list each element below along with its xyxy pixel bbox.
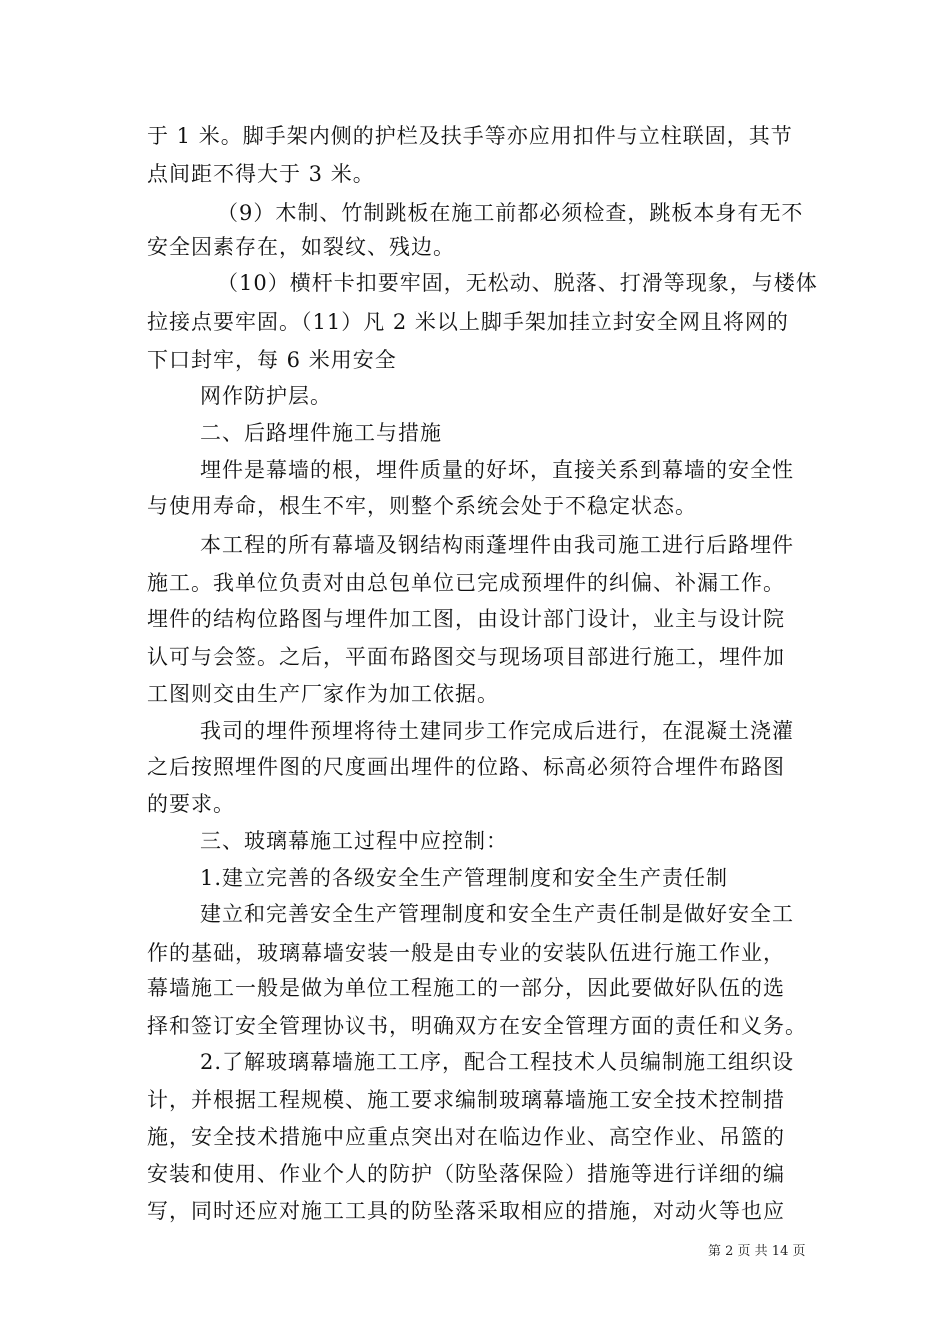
section-heading: 二、后路埋件施工与措施: [200, 421, 442, 445]
text-line: 本工程的所有幕墙及钢结构雨蓬埋件由我司施工进行后路埋件: [200, 533, 794, 557]
text-line: 施，安全技术措施中应重点突出对在临边作业、高空作业、吊篮的: [147, 1125, 785, 1149]
text-line: 拉接点要牢固。（11）凡 2 米以上脚手架加挂立封安全网且将网的: [147, 310, 789, 334]
text-line: 网作防护层。: [200, 384, 332, 408]
text-line: 于 1 米。脚手架内侧的护栏及扶手等亦应用扣件与立柱联固，其节: [147, 124, 793, 148]
text-line: 的要求。: [147, 792, 235, 816]
text-line: 安全因素存在，如裂纹、残边。: [147, 235, 455, 259]
text-line: 作的基础，玻璃幕墙安装一般是由专业的安装队伍进行施工作业，: [147, 941, 785, 965]
text-line: （10）横杆卡扣要牢固，无松动、脱落、打滑等现象，与楼体: [217, 271, 818, 295]
text-line: 与使用寿命，根生不牢，则整个系统会处于不稳定状态。: [147, 494, 697, 518]
subsection-heading: 2.了解玻璃幕墙施工工序，配合工程技术人员编制施工组织设: [200, 1050, 795, 1074]
text-line: 幕墙施工一般是做为单位工程施工的一部分，因此要做好队伍的选: [147, 976, 785, 1000]
text-line: 认可与会签。之后，平面布路图交与现场项目部进行施工，埋件加: [147, 645, 785, 669]
text-line: 埋件是幕墙的根，埋件质量的好坏，直接关系到幕墙的安全性: [200, 458, 794, 482]
text-line: 埋件的结构位路图与埋件加工图，由设计部门设计，业主与设计院: [147, 607, 785, 631]
text-line: 工图则交由生产厂家作为加工依据。: [147, 682, 499, 706]
text-line: 下口封牢，每 6 米用安全: [147, 348, 397, 372]
text-line: 建立和完善安全生产管理制度和安全生产责任制是做好安全工: [200, 902, 794, 926]
text-line: 计，并根据工程规模、施工要求编制玻璃幕墙施工安全技术控制措: [147, 1088, 785, 1112]
subsection-heading: 1.建立完善的各级安全生产管理制度和安全生产责任制: [200, 866, 729, 890]
text-line: 择和签订安全管理协议书，明确双方在安全管理方面的责任和义务。: [147, 1014, 807, 1038]
text-line: 写，同时还应对施工工具的防坠落采取相应的措施，对动火等也应: [147, 1199, 785, 1223]
text-line: （9）木制、竹制跳板在施工前都必须检查，跳板本身有无不: [217, 201, 804, 225]
section-heading: 三、玻璃幕施工过程中应控制：: [200, 829, 508, 853]
text-line: 之后按照埋件图的尺度画出埋件的位路、标高必须符合埋件布路图: [147, 755, 785, 779]
page-number-footer: 第 2 页 共 14 页: [708, 1244, 806, 1259]
text-line: 安装和使用、作业个人的防护（防坠落保险）措施等进行详细的编: [147, 1162, 785, 1186]
text-line: 我司的埋件预埋将待土建同步工作完成后进行，在混凝土浇灌: [200, 719, 794, 743]
text-line: 点间距不得大于 3 米。: [147, 162, 375, 186]
text-line: 施工。我单位负责对由总包单位已完成预埋件的纠偏、补漏工作。: [147, 571, 785, 595]
